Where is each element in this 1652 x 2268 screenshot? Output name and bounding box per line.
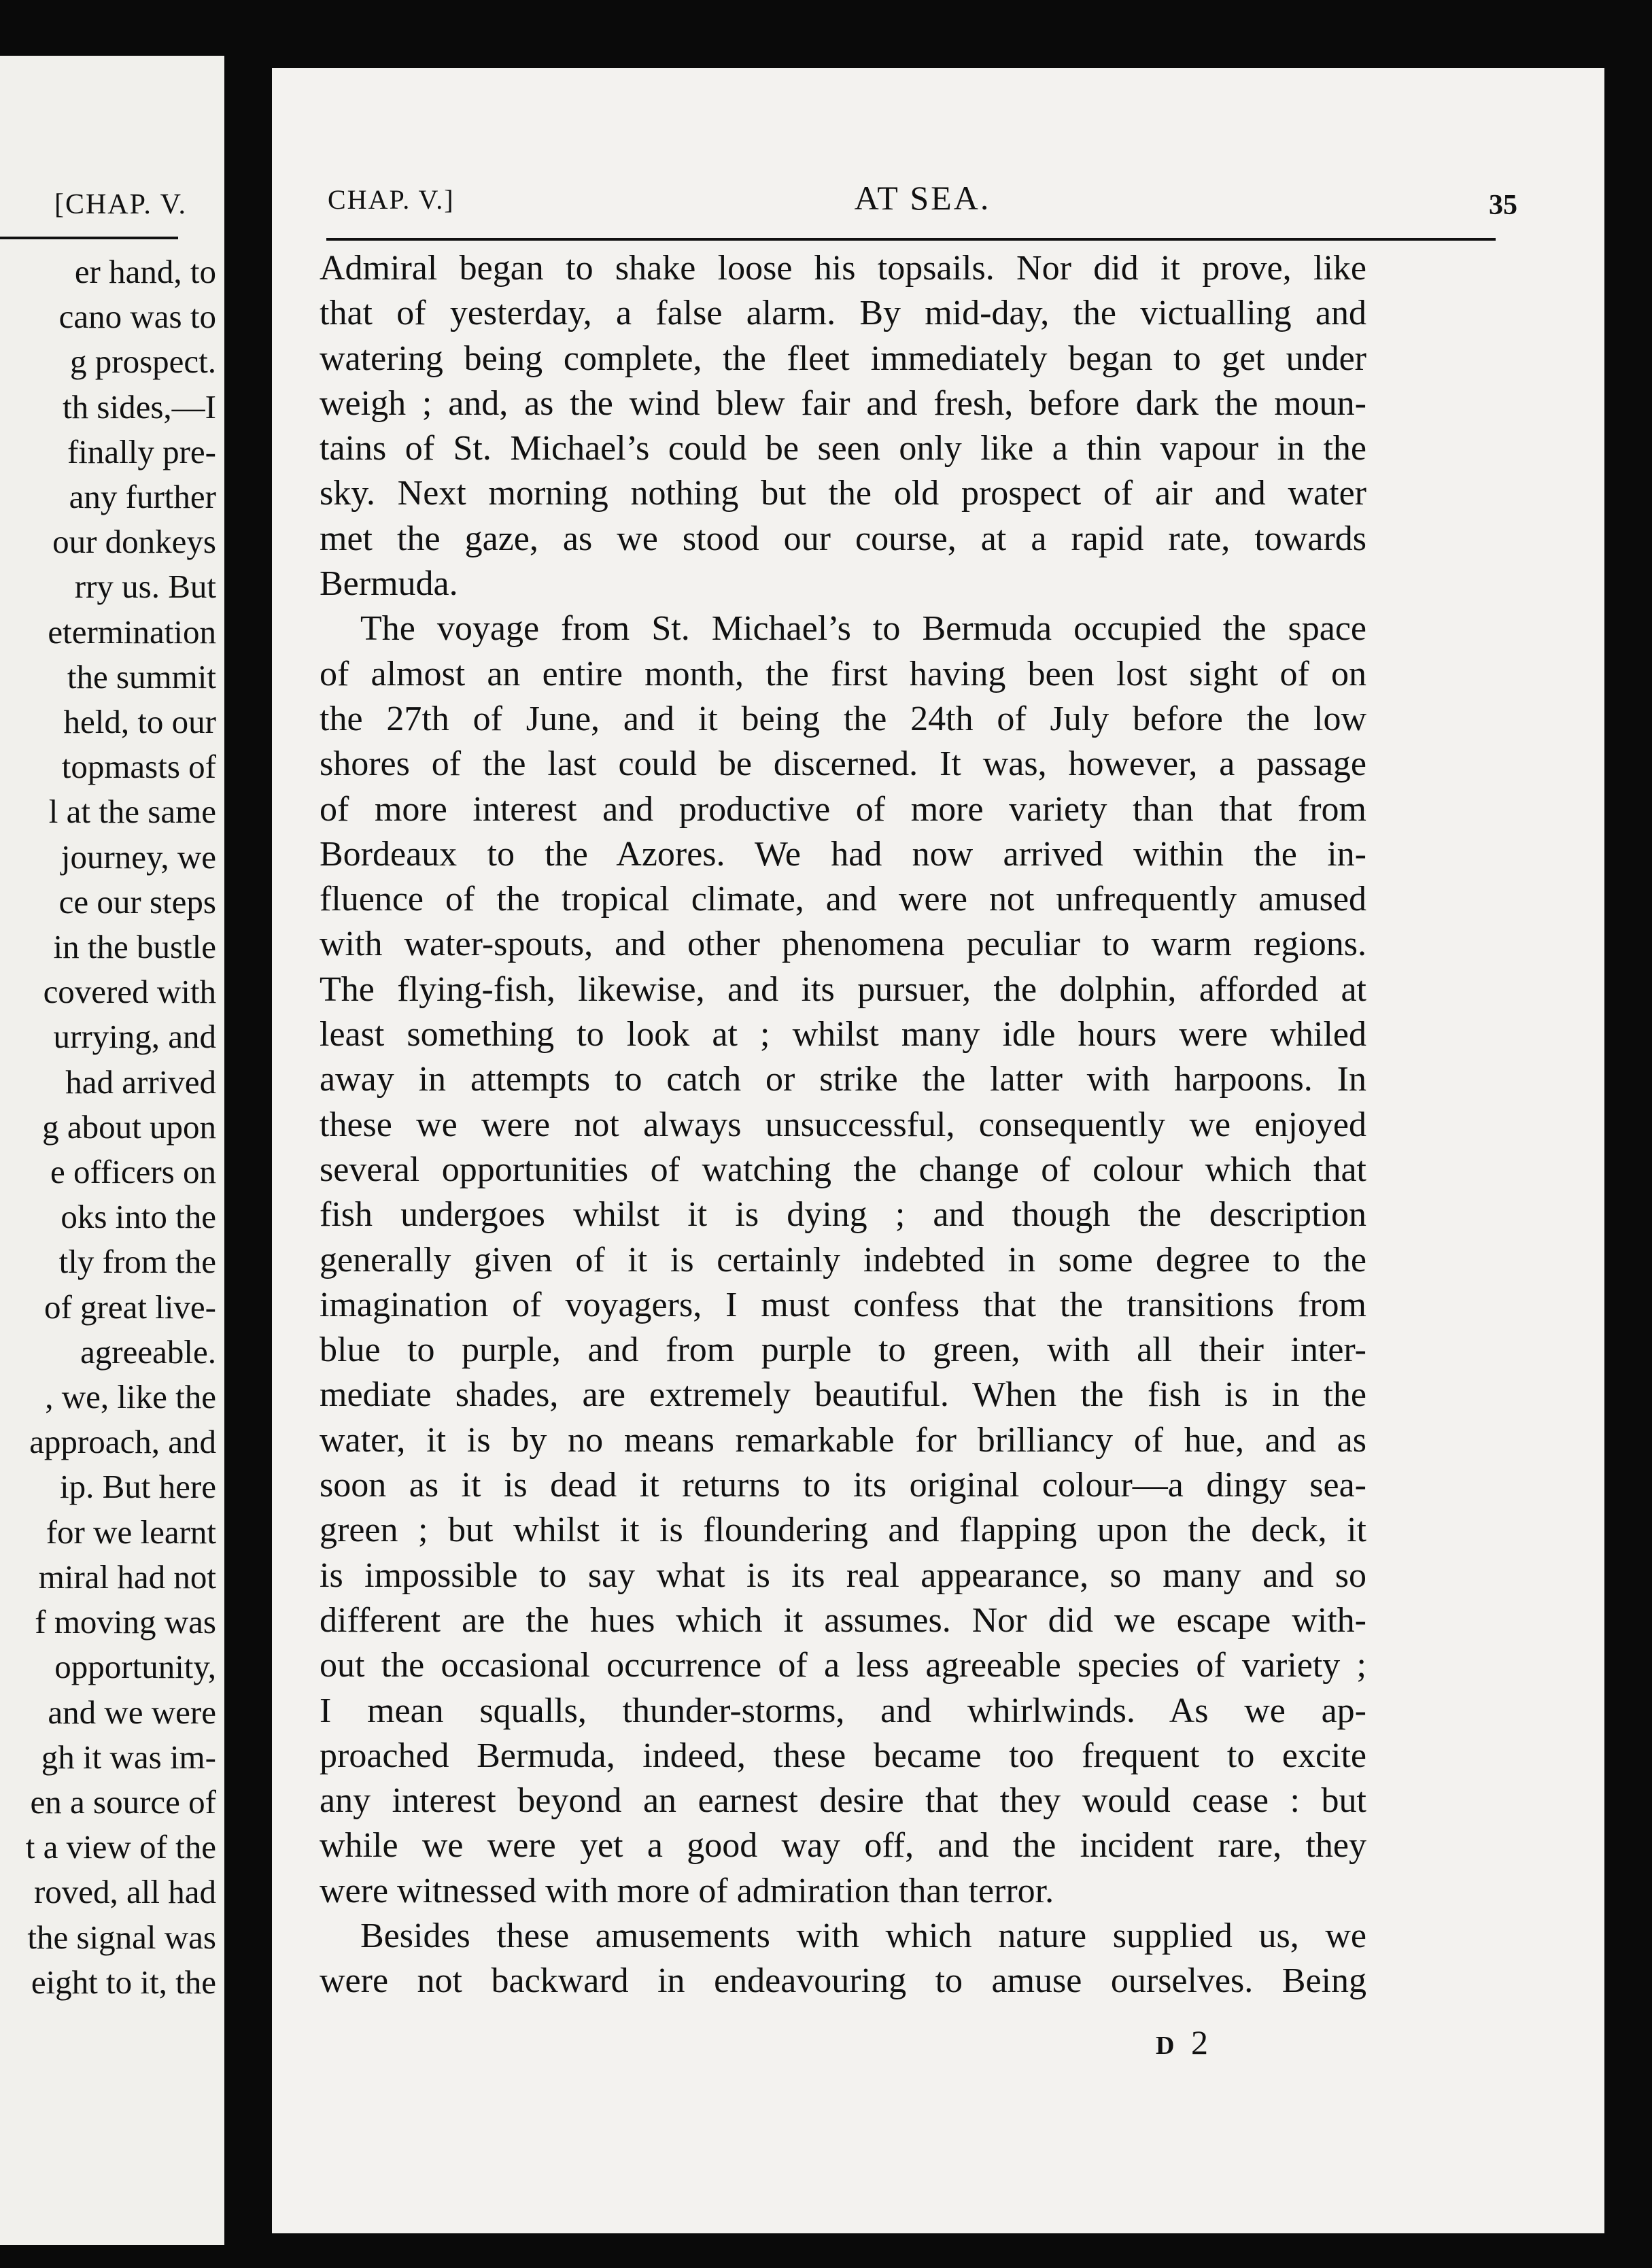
- left-page-line: the signal was: [27, 1918, 216, 1956]
- text-line: least something to look at ; whilst many idle hours were whiled: [320, 1015, 1366, 1054]
- left-page-line: opportunity,: [54, 1648, 216, 1686]
- left-page-line: oks into the: [61, 1198, 216, 1236]
- left-page-line: any further: [69, 478, 216, 516]
- left-page-line: t a view of the: [25, 1828, 216, 1866]
- left-header-rule: [0, 237, 178, 239]
- left-page-line: in the bustle: [53, 928, 216, 966]
- left-page-line: er hand, to: [74, 253, 216, 290]
- left-page-line: our donkeys: [52, 523, 216, 561]
- left-page-line: of great live-: [44, 1288, 216, 1326]
- text-line: Admiral began to shake loose his topsails. Nor did it prove, like: [320, 249, 1366, 288]
- left-page-line: approach, and: [29, 1423, 216, 1461]
- text-line: soon as it is dead it returns to its original colour—a dingy sea-: [320, 1466, 1366, 1505]
- left-page-text: [0, 250, 224, 2005]
- left-page-line: g prospect.: [70, 343, 216, 381]
- left-page-line: held, to our: [63, 703, 216, 741]
- left-page-line: finally pre-: [67, 432, 216, 470]
- text-line: met the gaze, as we stood our course, at a rapid rate, towards: [320, 519, 1366, 558]
- text-line: shores of the last could be discerned. It was, however, a passage: [320, 744, 1366, 784]
- text-line: proached Bermuda, indeed, these became too frequent to excite: [320, 1736, 1366, 1775]
- text-line: different are the hues which it assumes. Nor did we escape with-: [320, 1600, 1366, 1640]
- text-line: Bermuda.: [320, 564, 458, 604]
- left-page-line: the summit: [67, 657, 216, 695]
- text-line: sky. Next morning nothing but the old prospect of air and water: [320, 474, 1366, 513]
- text-line: water, it is by no means remarkable for brilliancy of hue, and as: [320, 1420, 1366, 1460]
- text-line: fluence of the tropical climate, and were not unfrequently amused: [320, 880, 1366, 919]
- text-line: The voyage from St. Michael’s to Bermuda occupied the space: [360, 609, 1366, 649]
- text-line: I mean squalls, thunder-storms, and whirlwinds. As we ap-: [320, 1691, 1366, 1730]
- left-page-line: th sides,—I: [63, 388, 216, 426]
- header-rule: [326, 238, 1496, 241]
- text-line: these we were not always unsuccessful, consequently we enjoyed: [320, 1105, 1366, 1144]
- text-line: blue to purple, and from purple to green, with all their inter-: [320, 1330, 1366, 1370]
- text-line: that of yesterday, a false alarm. By mid-day, the victualling and: [320, 294, 1366, 333]
- text-line: mediate shades, are extremely beautiful. When the fish is in the: [320, 1375, 1366, 1415]
- text-line: weigh ; and, as the wind blew fair and fresh, before dark the moun-: [320, 383, 1366, 423]
- left-page-line: roved, all had: [33, 1873, 216, 1911]
- left-page-line: for we learnt: [46, 1513, 216, 1551]
- left-page-line: had arrived: [65, 1063, 216, 1101]
- text-line: tains of St. Michael’s could be seen only like a thin vapour in the: [320, 429, 1366, 468]
- page-number: 35: [1489, 190, 1517, 221]
- left-page-line: gh it was im-: [41, 1738, 216, 1776]
- text-line: were witnessed with more of admiration than terror.: [320, 1871, 1054, 1910]
- left-page-line: agreeable.: [80, 1333, 216, 1371]
- running-head-title: AT SEA.: [854, 179, 991, 217]
- body-text: [320, 246, 1366, 2004]
- signature-mark: [1156, 2023, 1214, 2062]
- text-line: of almost an entire month, the first having been lost sight of on: [320, 654, 1366, 693]
- left-page-line: ip. But here: [60, 1468, 216, 1506]
- book-gutter: [224, 0, 272, 2268]
- left-page-line: , we, like the: [45, 1378, 216, 1416]
- left-page-line: f moving was: [35, 1603, 216, 1641]
- left-page-line: ce our steps: [58, 882, 216, 921]
- text-line: The flying-fish, likewise, and its pursuer, the dolphin, afforded at: [320, 969, 1366, 1009]
- left-page: [0, 56, 224, 2245]
- text-line: the 27th of June, and it being the 24th of July before the low: [320, 699, 1366, 738]
- left-page-line: rry us. But: [74, 568, 216, 606]
- text-line: were not backward in endeavouring to amuse ourselves. Being: [320, 1961, 1366, 2001]
- text-line: fish undergoes whilst it is dying ; and though the description: [320, 1195, 1366, 1235]
- left-page-line: and we were: [48, 1693, 216, 1731]
- text-line: generally given of it is certainly indebted in some degree to the: [320, 1240, 1366, 1279]
- left-page-line: g about upon: [42, 1107, 216, 1146]
- left-running-head: [CHAP. V.: [54, 189, 187, 220]
- running-head: [328, 179, 1517, 231]
- text-line: watering being complete, the fleet immediately began to get under: [320, 339, 1366, 378]
- left-page-line: urrying, and: [53, 1018, 216, 1056]
- left-page-line: e officers on: [50, 1153, 216, 1191]
- left-page-line: cano was to: [58, 298, 216, 336]
- text-line: of more interest and productive of more variety than that from: [320, 789, 1366, 829]
- text-line: is impossible to say what is its real appearance, so many and so: [320, 1556, 1366, 1595]
- running-head-chapter: CHAP. V.]: [328, 184, 455, 215]
- left-page-line: etermination: [48, 613, 216, 651]
- text-line: Bordeaux to the Azores. We had now arrived within the in-: [320, 834, 1366, 874]
- text-line: out the occasional occurrence of a less agreeable species of variety ;: [320, 1646, 1366, 1685]
- left-page-line: journey, we: [61, 838, 216, 876]
- text-line: any interest beyond an earnest desire that they would cease : but: [320, 1781, 1366, 1821]
- left-page-line: covered with: [43, 973, 216, 1011]
- signature-number: 2: [1190, 2023, 1214, 2061]
- text-line: imagination of voyagers, I must confess that the transitions from: [320, 1285, 1366, 1324]
- signature-letter: D: [1156, 2031, 1177, 2060]
- text-line: Besides these amusements with which nature supplied us, we: [360, 1916, 1366, 1955]
- text-line: away in attempts to catch or strike the latter with harpoons. In: [320, 1060, 1366, 1099]
- left-page-line: eight to it, the: [31, 1963, 216, 2001]
- left-page-line: en a source of: [30, 1783, 216, 1821]
- left-page-line: l at the same: [48, 793, 216, 831]
- text-line: while we were yet a good way off, and the incident rare, they: [320, 1826, 1366, 1866]
- left-page-line: miral had not: [38, 1558, 216, 1596]
- text-line: with water-spouts, and other phenomena peculiar to warm regions.: [320, 925, 1366, 964]
- text-line: green ; but whilst it is floundering and flapping upon the deck, it: [320, 1511, 1366, 1550]
- right-page: [272, 68, 1604, 2233]
- left-page-line: topmasts of: [61, 748, 216, 786]
- text-line: several opportunities of watching the change of colour which that: [320, 1150, 1366, 1189]
- left-page-line: tly from the: [58, 1243, 216, 1281]
